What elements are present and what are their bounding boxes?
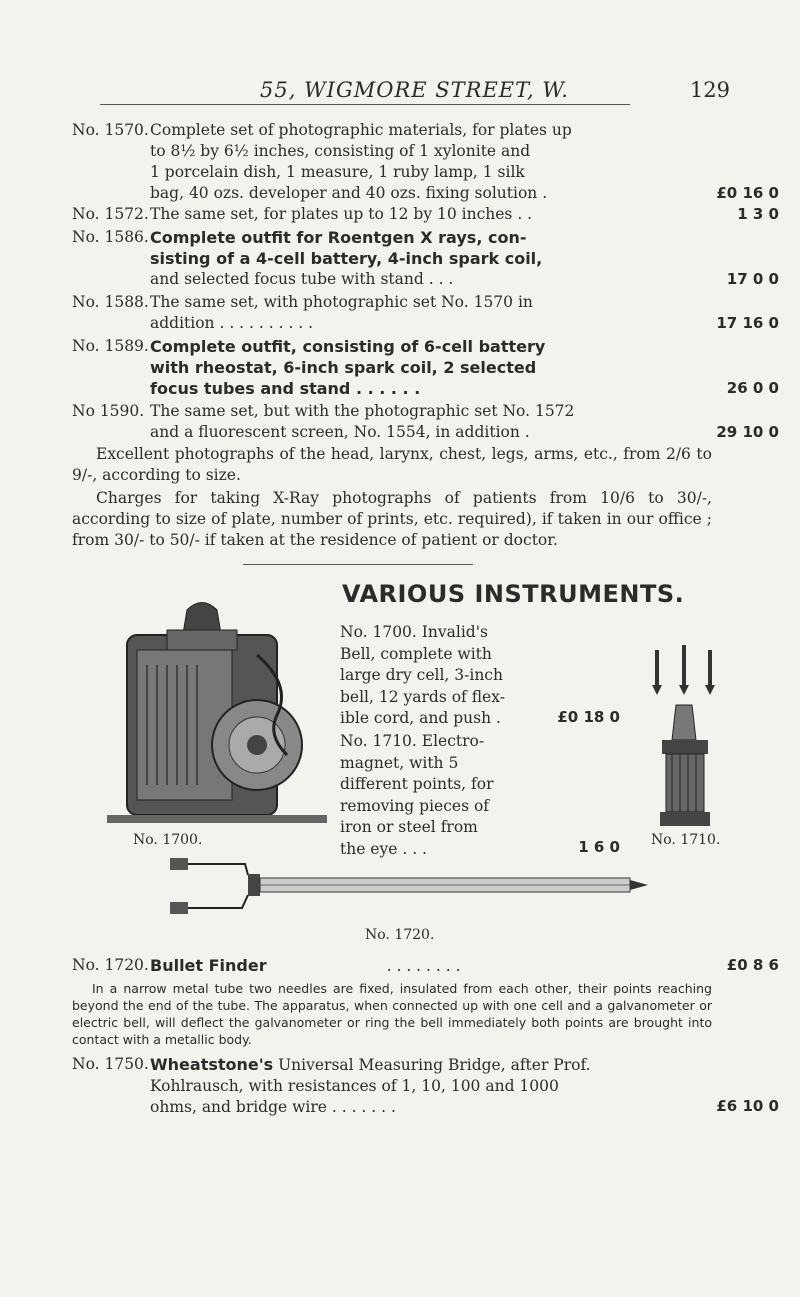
bullet-finder-title: Bullet Finder <box>150 956 267 975</box>
desc-line: magnet, with 5 <box>340 753 459 772</box>
entry-description <box>150 227 702 290</box>
desc-line: The same set, but with the photographic set No. 1572 <box>150 402 575 420</box>
entry-price: £0 8 6 <box>726 956 779 974</box>
entry-number: No 1590. <box>72 402 145 420</box>
desc-line: large dry cell, 3-inch <box>340 666 503 684</box>
entry-price: 29 10 0 <box>716 423 779 441</box>
desc-line: addition . . . . . . . . . . <box>150 314 314 332</box>
wheatstone-title: Wheatstone's <box>150 1055 274 1074</box>
desc-text: Universal Measuring Bridge, after Prof. <box>278 1056 591 1074</box>
page-number: 129 <box>689 78 730 102</box>
finder-caption: No. 1720. <box>365 927 435 943</box>
entry-1589 <box>72 336 779 399</box>
entry-description <box>150 955 702 977</box>
desc-line: focus tubes and stand . . . . . . <box>150 379 421 398</box>
desc-line: Complete set of photographic materials, for plates up <box>150 121 572 139</box>
desc-line: Bell, complete with <box>340 644 492 663</box>
entry-price: £0 16 0 <box>716 184 779 202</box>
entry-number: No. 1588. <box>72 293 149 311</box>
entry-number: No. 1572. <box>72 205 149 223</box>
leader-dots: . . . . . . . . <box>386 957 461 975</box>
entry-1590 <box>72 401 779 443</box>
entry-price: 26 0 0 <box>726 379 779 397</box>
desc-line <box>150 955 702 977</box>
header-rule <box>100 104 630 105</box>
entry-description <box>150 1054 702 1118</box>
entry-description <box>150 292 702 334</box>
entry-price: 1 3 0 <box>737 205 779 223</box>
desc-line: sisting of a 4-cell battery, 4-inch spark coil, <box>150 249 543 268</box>
instrument-1710-price: 1 6 0 <box>578 838 620 856</box>
entry-price: 17 0 0 <box>726 270 779 288</box>
desc-line: with rheostat, 6-inch spark coil, 2 selected <box>150 358 537 377</box>
desc-line: and a fluorescent screen, No. 1554, in addition . <box>150 423 530 441</box>
entry-1570 <box>72 120 779 204</box>
desc-line: Complete outfit, consisting of 6-cell battery <box>150 337 546 356</box>
instrument-1700-price: £0 18 0 <box>557 708 620 726</box>
electro-magnet-illustration <box>650 645 720 830</box>
desc-line: ohms, and bridge wire . . . . . . . <box>150 1098 396 1116</box>
desc-line: The same set, with photographic set No. 1570 in <box>150 293 533 311</box>
desc-line: iron or steel from <box>340 818 478 836</box>
invalids-bell-illustration <box>107 595 327 827</box>
desc-line: No. 1700. Invalid's <box>340 623 488 641</box>
entry-number: No. 1570. <box>72 121 149 139</box>
magnet-caption: No. 1710. <box>651 832 721 848</box>
desc-line: bag, 40 ozs. developer and 40 ozs. fixing solution . <box>150 184 548 202</box>
bell-caption: No. 1700. <box>133 832 203 848</box>
desc-line: ible cord, and push . <box>340 709 501 727</box>
entry-price: 17 16 0 <box>716 314 779 332</box>
entry-1720 <box>72 955 779 977</box>
photographs-paragraph: Excellent photographs of the head, larynx, chest, legs, arms, etc., from 2/6 to 9/-, according to size. <box>72 445 712 484</box>
entry-description <box>150 120 702 204</box>
entry-description <box>150 401 702 443</box>
desc-line: Complete outfit for Roentgen X rays, con- <box>150 228 527 247</box>
desc-line: No. 1710. Electro- <box>340 732 485 750</box>
section-rule <box>243 564 473 565</box>
entry-number: No. 1586. <box>72 228 149 246</box>
desc-line <box>150 1054 702 1076</box>
desc-line: Kohlrausch, with resistances of 1, 10, 100 and 1000 <box>150 1077 559 1095</box>
desc-line: and selected focus tube with stand . . . <box>150 270 454 288</box>
desc-line: the eye . . . <box>340 839 427 858</box>
desc-line: bell, 12 yards of flex- <box>340 687 505 706</box>
entry-1750 <box>72 1054 779 1118</box>
bullet-finder-description: In a narrow metal tube two needles are fixed, insulated from each other, their points reaching beyond the end of the tube. The apparatus, when connected up with one cell and a galvanometer or electric bell, will deflect the galvanometer or ring the bell immediately both points are brought into contact with a metallic body. <box>72 981 712 1047</box>
entry-number: No. 1589. <box>72 337 149 355</box>
entry-description <box>150 336 702 399</box>
charges-paragraph: Charges for taking X-Ray photographs of patients from 10/6 to 30/-, according to size of plate, number of prints, etc. required), if taken in our office ; from 30/- to 50/- if taken at the residence of patient or doctor. <box>72 489 712 549</box>
entry-number: No. 1720. <box>72 956 149 974</box>
bullet-finder-illustration <box>170 850 650 920</box>
entry-description <box>150 204 702 225</box>
running-title: 55, WIGMORE STREET, W. <box>260 78 569 102</box>
desc-line: removing pieces of <box>340 796 490 815</box>
desc-line: The same set, for plates up to 12 by 10 inches . . <box>150 205 533 223</box>
entry-1586 <box>72 227 779 290</box>
entry-price: £6 10 0 <box>716 1097 779 1115</box>
desc-line: different points, for <box>340 775 494 793</box>
entry-1572 <box>72 204 779 225</box>
desc-line: to 8½ by 6½ inches, consisting of 1 xylonite and <box>150 142 531 160</box>
entry-1588 <box>72 292 779 334</box>
section-title: VARIOUS INSTRUMENTS. <box>342 580 685 608</box>
desc-line: 1 porcelain dish, 1 measure, 1 ruby lamp, 1 silk <box>150 163 525 181</box>
entry-number: No. 1750. <box>72 1055 149 1073</box>
